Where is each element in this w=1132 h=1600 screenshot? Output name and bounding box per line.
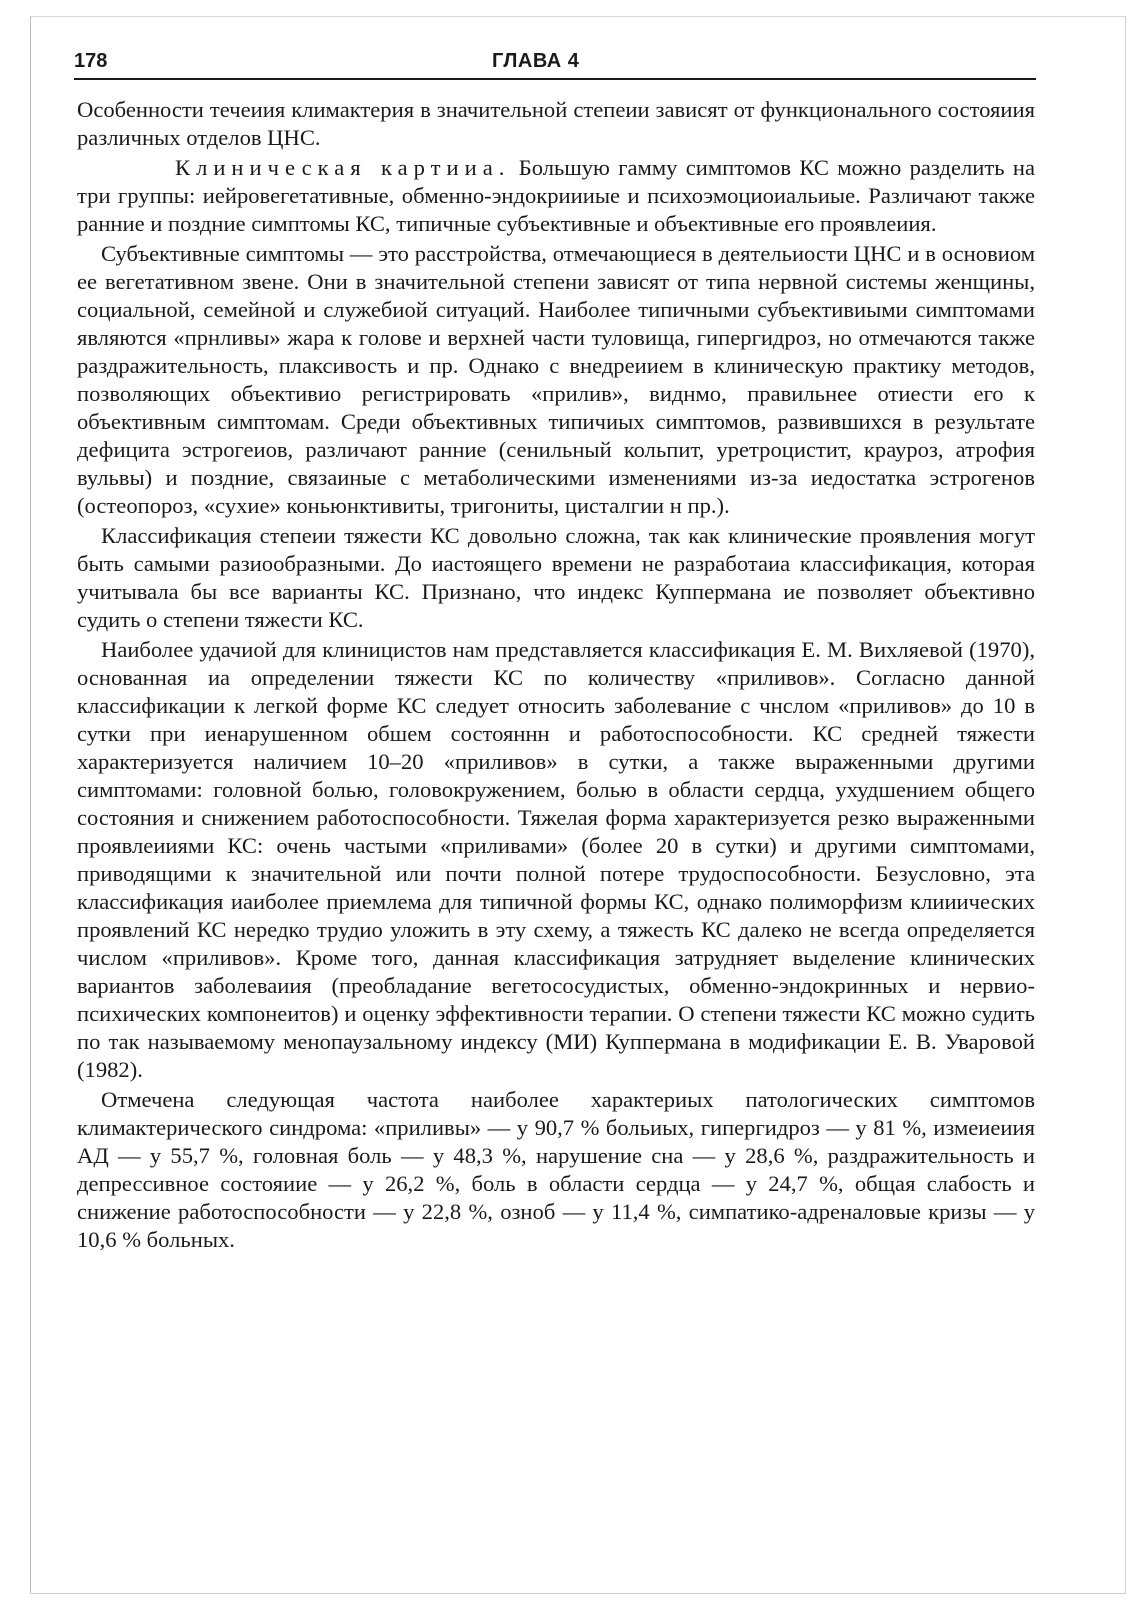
paragraph-2 — [77, 154, 1035, 238]
paragraph-2-text: Большую гамму симптомов КС можно разделить на три группы: иейровегетативные, обменно-эндокриииые и психоэмоциоиальиые. Различают также ранние и поздние симптомы КС, типичные субъективные и объективные его проявлеиия. — [77, 155, 1036, 236]
chapter-title: ГЛАВА 4 — [492, 50, 580, 72]
paragraph-4: Классификация степеии тяжести КС довольно сложна, так как клинические проявления могут быть самыми разиообразными. До иастоящего времени не разработаиа классификация, которая учитывала бы все варианты КС. Признано, что индекс Куппермана ие позволяет объективно судить о степени тяжести КС. — [77, 523, 1035, 632]
body-text — [77, 96, 1035, 1256]
page-number: 178 — [74, 50, 108, 72]
running-head — [74, 48, 1036, 80]
paragraph-3: Субъективные симптомы — это расстройства, отмечающиеся в деятельиости ЦНС и в основиом ее вегетативном звене. Они в значительной степени зависят от типа нервной сиcтемы женщины, социальной, семейной и служебиой ситуаций. Наиболее типичными субъективиыми симптомами являются «прнливы» жара к голове и верхней части туловища, гипергидроз, но отмечаются также раздражительность, плаксивость и пр. Однако с внедреиием в клиническую практику методов, позволяющих объективио регистрировать «прилив», виднмо, правильнее отиести его к объективным симптомам. Среди объективных типичиых симптомов, развившихся в результате дефицита эстрогеиов, различают ранние (сенильный кольпит, уретроцистит, крауроз, атрофия вульвы) и поздние, связаиные с метаболическими изменениями из-за иедостатка эстрогенов (остеопороз, «сухие» коньюнктивиты, тригониты, цисталгии н пр.). — [77, 241, 1035, 518]
section-heading-clinical-picture: Клиническая картииа. — [175, 155, 511, 180]
paragraph-6: Отмечена следующая частота наиболее характериых патологических симптомов климактерического синдрома: «приливы» — у 90,7 % больиых, гипергидроз — у 81 %, измеиеиия АД — у 55,7 %, головная боль — у 48,3 %, нарушение сна — у 28,6 %, раздражительность и депрессивное состояиие — у 26,2 %, боль в области сердца — у 24,7 %, общая слабость и снижение работоспособности — у 22,8 %, озноб — у 11,4 %, симпатико-адреналовые кризы — у 10,6 % больных. — [77, 1087, 1035, 1252]
paragraph-1: Особенности течеиия климактерия в значительной степеии зависят от функционального состояиия различных отделов ЦНС. — [77, 97, 1035, 150]
paragraph-5: Наиболее удачиой для клиницистов нам представляется классификация Е. М. Вихляевой (1970), основанная иа определении тяжести КС по количеству «приливов». Согласно данной классификации к легкой форме КС следует относить заболевание с чнслом «приливов» до 10 в сутки при иенарушенном обшем состояннн и работоспособности. КС средней тяжести характеризуется наличием 10–20 «приливов» в сутки, а также выраженными другими симптомами: головной болью, головокружением, болью в области сердца, ухудшением общего состояния и снижением работоспособности. Тяжелая форма характеризуется резко выраженными проявлеииями КС: очень частыми «приливами» (более 20 в сутки) и другими симптомами, приводящими к значительной или почти полной потере трудоспособности. Безусловно, эта классификация иаиболее приемлема для типичной формы КС, однако полиморфизм клииических проявлений КС нередко трудио уложить в эту схему, а тяжесть КС далеко не всегда определяется числом «приливов». Кроме того, данная классификация затрудняет выделение клинических вариантов заболеваиия (преобладание вегетососудистых, обменно-эндокринных и нервио-психических компонеитов) и оценку эффективности терапии. О степени тяжести КС можно судить по так называемому менопаузальному индексу (МИ) Куппермана в модификации Е. В. Уваровой (1982). — [77, 637, 1035, 1082]
